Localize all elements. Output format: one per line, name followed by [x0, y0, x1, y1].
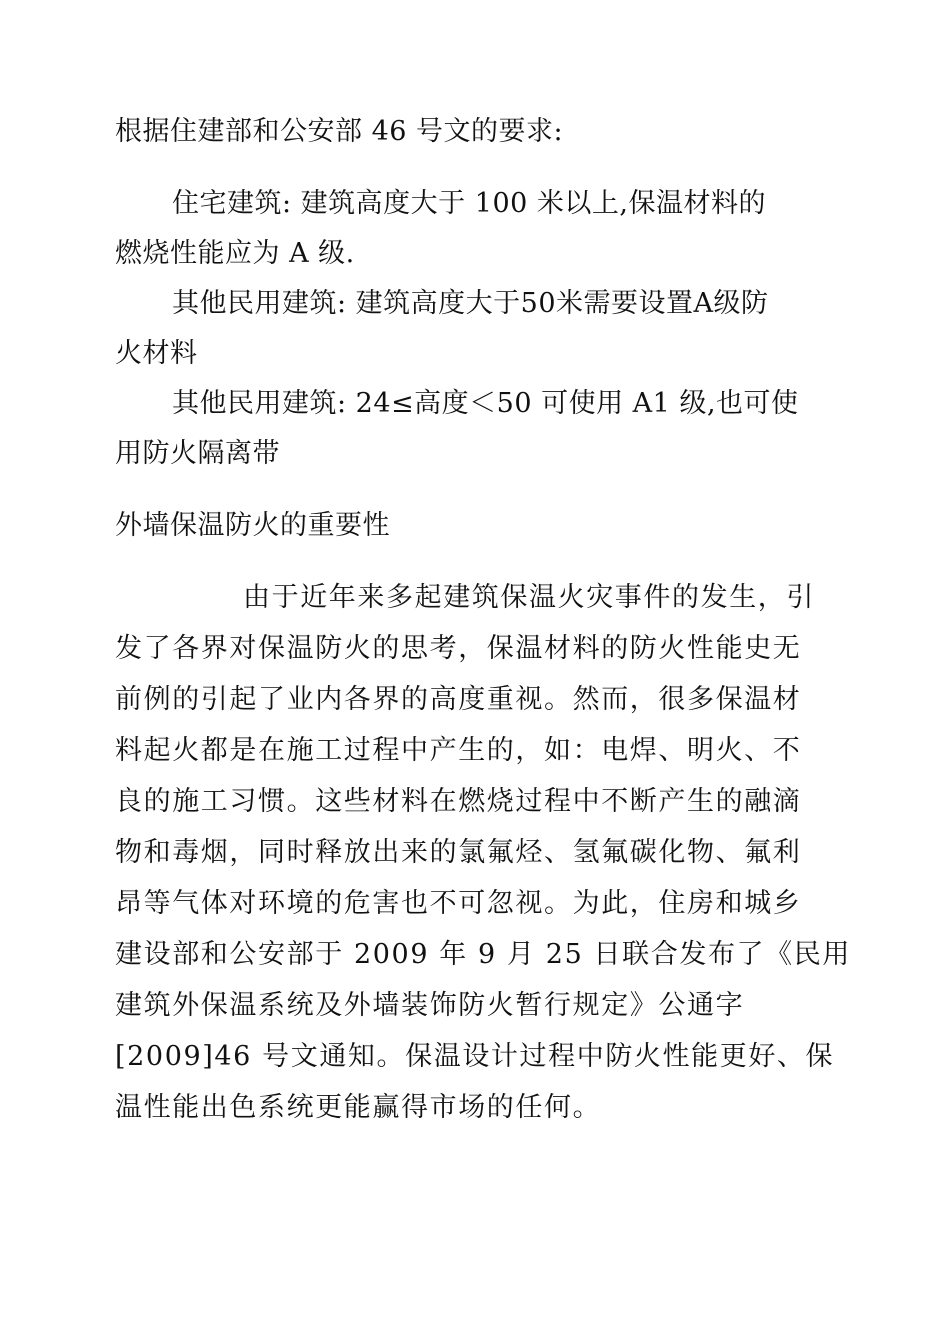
body-paragraph-line: 温性能出色系统更能赢得市场的任何。	[115, 1092, 602, 1123]
body-paragraph-line: 昂等气体对环境的危害也不可忽视。为此，住房和城乡	[115, 888, 802, 919]
section-heading: 外墙保温防火的重要性	[115, 510, 390, 541]
body-paragraph-line: 由于近年来多起建筑保温火灾事件的发生，引	[243, 582, 815, 613]
body-paragraph-line: 料起火都是在施工过程中产生的，如：电焊、明火、不	[115, 735, 802, 766]
requirement-residential-line-1: 住宅建筑: 建筑高度大于 100 米以上,保温材料的	[172, 188, 766, 219]
requirement-civil-50-line-2: 火材料	[115, 338, 198, 369]
body-paragraph-line: 发了各界对保温防火的思考，保温材料的防火性能史无	[115, 633, 802, 664]
body-paragraph-line: 前例的引起了业内各界的高度重视。然而，很多保温材	[115, 684, 802, 715]
requirement-residential-line-2: 燃烧性能应为 A 级.	[115, 238, 355, 269]
body-paragraph-line: 物和毒烟，同时释放出来的氯氟烃、氢氟碳化物、氟利	[115, 837, 802, 868]
requirement-civil-24-line-1: 其他民用建筑: 24≤高度＜50 可使用 A1 级,也可使	[172, 388, 799, 419]
body-paragraph-line: 良的施工习惯。这些材料在燃烧过程中不断产生的融滴	[115, 786, 802, 817]
intro-line: 根据住建部和公安部 46 号文的要求:	[115, 116, 564, 147]
body-paragraph-line: 建筑外保温系统及外墙装饰防火暂行规定》公通字	[115, 990, 745, 1021]
body-paragraph-line: [2009]46 号文通知。保温设计过程中防火性能更好、保	[115, 1041, 835, 1072]
body-paragraph-line: 建设部和公安部于 2009 年 9 月 25 日联合发布了《民用	[115, 939, 851, 970]
requirement-civil-24-line-2: 用防火隔离带	[115, 438, 280, 469]
requirement-civil-50-line-1: 其他民用建筑: 建筑高度大于50米需要设置A级防	[172, 288, 769, 319]
